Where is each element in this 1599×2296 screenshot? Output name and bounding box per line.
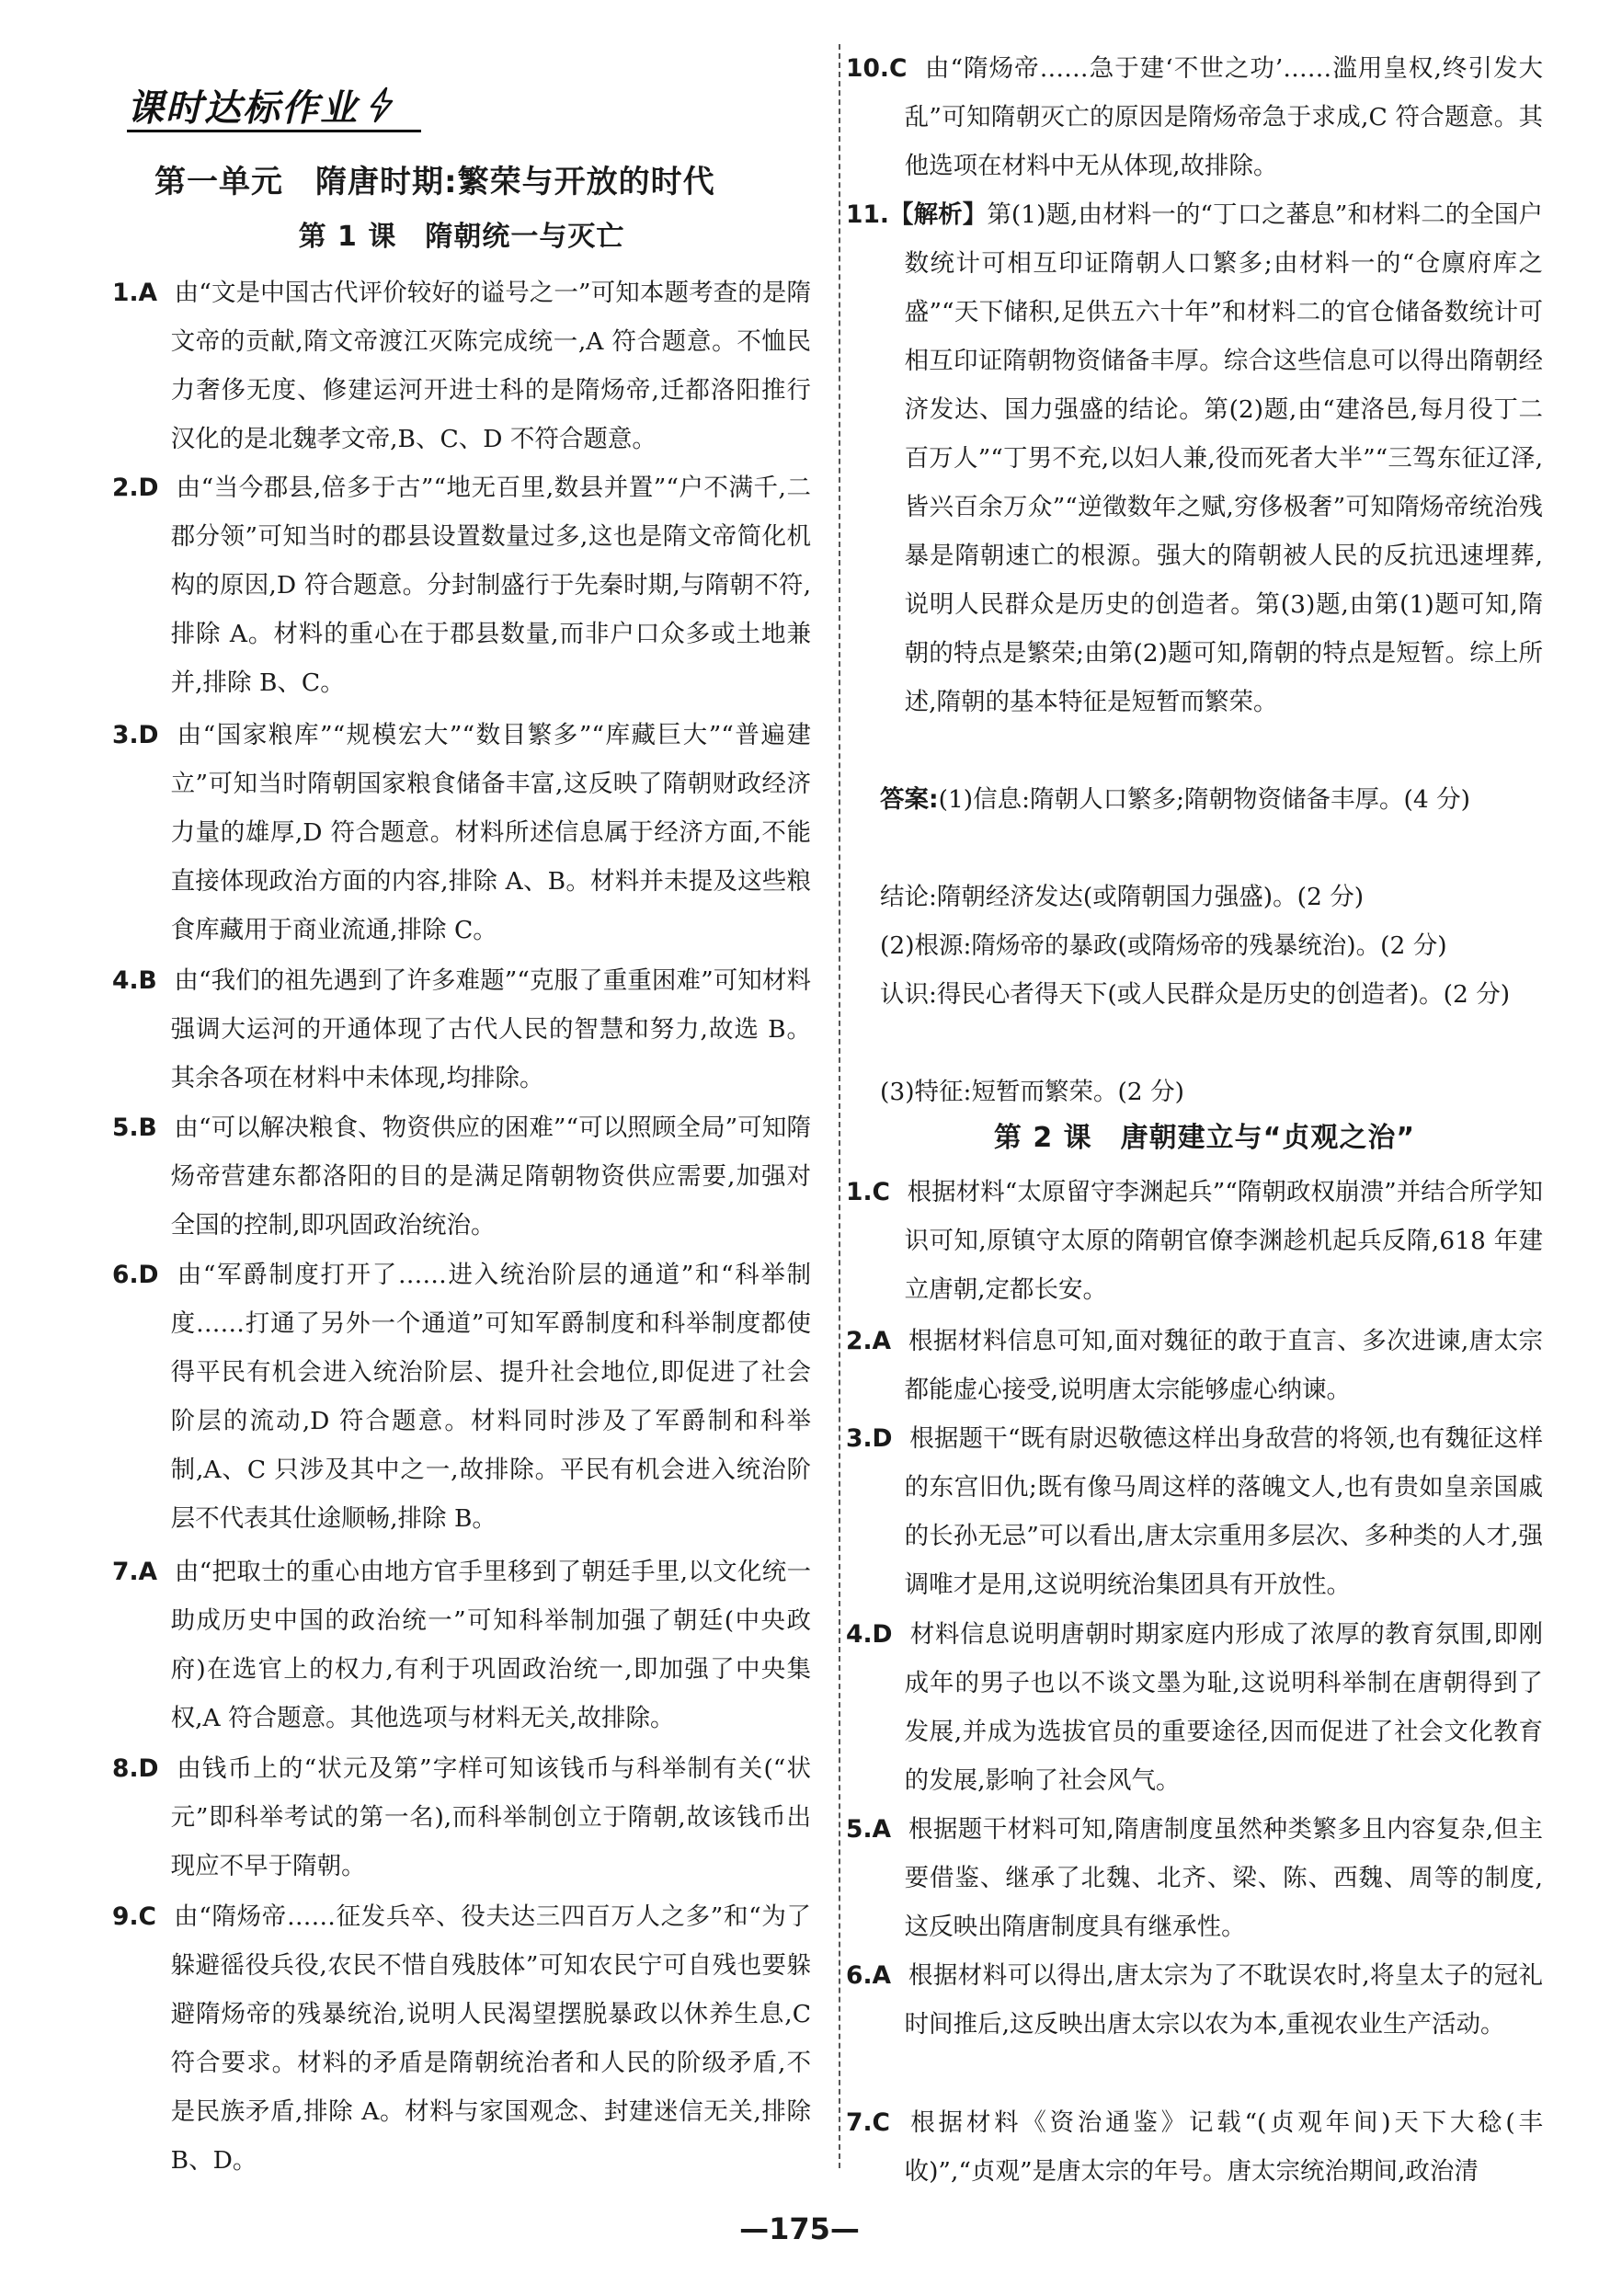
item-explanation: 根据题干材料可知,隋唐制度虽然种类繁多且内容复杂,但主要借鉴、继承了北魏、北齐、梁、陈、西魏、周等的制度,这反映出隋唐制度具有继承性。 bbox=[904, 1815, 1543, 1941]
item-answer: A bbox=[872, 1961, 892, 1990]
item-answer: C bbox=[138, 1902, 156, 1931]
item-answer: A bbox=[138, 1558, 158, 1586]
lesson-1-title: 第 1 课 隋朝统一与灭亡 bbox=[298, 221, 625, 253]
answer-11-line-2: 结论:隋朝经济发达(或隋朝国力强盛)。(2 分) bbox=[880, 883, 1365, 911]
item-answer: D bbox=[872, 1620, 893, 1649]
item-explanation: 由钱币上的“状元及第”字样可知该钱币与科举制有关(“状元”即科举考试的第一名),而科举制创立于隋朝,故该钱币出现应不早于隋朝。 bbox=[170, 1754, 811, 1880]
item-explanation: 由“当今郡县,倍多于古”“地无百里,数县并置”“户不满千,二郡分领”可知当时的郡县设置数量过多,这也是隋文帝简化机构的原因,D 符合题意。分封制盛行于先秦时期,与隋朝不符,排除 A。材料的重心在于郡县数量,而非户口众多或土地兼并,排除 B、C。 bbox=[170, 474, 811, 697]
item-number: 7. bbox=[112, 1558, 139, 1586]
answer-item-2-2 bbox=[846, 1317, 1543, 1414]
answer-item-2-5 bbox=[846, 1805, 1543, 1951]
item-answer: D bbox=[138, 1261, 159, 1289]
page-number: —175— bbox=[739, 2211, 860, 2246]
answer-11-line-1 bbox=[880, 775, 1542, 824]
item-answer: B bbox=[138, 1114, 157, 1142]
answer-item-1-6 bbox=[112, 1251, 811, 1543]
item-explanation: 材料信息说明唐朝时期家庭内形成了浓厚的教育氛围,即刚成年的男子也以不谈文墨为耻,这说明科举制在唐朝得到了发展,并成为选拔官员的重要途径,因而促进了社会文化教育的发展,影响了社会风气。 bbox=[904, 1620, 1543, 1795]
item-number: 5. bbox=[112, 1114, 139, 1142]
item-explanation: 由“文是中国古代评价较好的谥号之一”可知本题考查的是隋文帝的贡献,隋文帝渡江灭陈完成统一,A 符合题意。不恤民力奢侈无度、修建运河开进士科的是隋炀帝,迁都洛阳推行汉化的是北魏孝文帝,B、C、D 不符合题意。 bbox=[170, 279, 811, 453]
lesson-2-title: 第 2 课 唐朝建立与“贞观之治” bbox=[993, 1122, 1416, 1154]
item-explanation: 由“军爵制度打开了……进入统治阶层的通道”和“科举制度……打通了另外一个通道”可知军爵制度和科举制度都使得平民有机会进入统治阶层、提升社会地位,即促进了社会阶层的流动,D 符合题意。材料同时涉及了军爵制和科举制,A、C 只涉及其中之一,故排除。平民有机会进入统治阶层不代表其仕途顺畅,排除 B。 bbox=[170, 1261, 811, 1533]
answer-11-line-5: (3)特征:短暂而繁荣。(2 分) bbox=[880, 1078, 1184, 1106]
answer-item-1-10 bbox=[846, 44, 1543, 190]
item-answer: C bbox=[872, 1178, 890, 1206]
item-answer: A bbox=[138, 279, 158, 307]
item-explanation: 根据材料《资治通鉴》记载“(贞观年间)天下大稔(丰收)”,“贞观”是唐太宗的年号。唐太宗统治期间,政治清 bbox=[904, 2108, 1543, 2186]
brand-underline bbox=[127, 130, 421, 132]
item-answer: D bbox=[872, 1424, 893, 1453]
item-answer: A bbox=[872, 1327, 892, 1355]
answer-item-1-4 bbox=[112, 956, 811, 1102]
answer-item-2-6 bbox=[846, 1951, 1543, 2049]
answer-text: (1)信息:隋朝人口繁多;隋朝物资储备丰厚。(4 分) bbox=[938, 785, 1470, 814]
item-answer: D bbox=[138, 474, 159, 502]
answer-item-2-1 bbox=[846, 1168, 1543, 1314]
item-number: 6. bbox=[112, 1261, 139, 1289]
answer-item-1-5 bbox=[112, 1103, 811, 1250]
item-answer: A bbox=[872, 1815, 892, 1844]
item-number: 3. bbox=[846, 1424, 873, 1453]
analysis-tag: 【解析】 bbox=[888, 200, 988, 229]
item-explanation: 第(1)题,由材料一的“丁口之蕃息”和材料二的全国户数统计可相互印证隋朝人口繁多;由材料一的“仓廪府库之盛”“天下储积,足供五六十年”和材料二的官仓储备数统计可相互印证隋朝物资储备丰厚。综合这些信息可以得出隋朝经济发达、国力强盛的结论。第(2)题,由“建洛邑,每月役丁二百万人”“丁男不充,以妇人兼,役而死者大半”“三驾东征辽泽,皆兴百余万众”“逆徵数年之赋,穷侈极奢”可知隋炀帝统治残暴是隋朝速亡的根源。强大的隋朝被人民的反抗迅速埋葬,说明人民群众是历史的创造者。第(3)题,由第(1)题可知,隋朝的特点是繁荣;由第(2)题可知,隋朝的特点是短暂。综上所述,隋朝的基本特征是短暂而繁荣。 bbox=[904, 200, 1543, 716]
unit-title: 第一单元 隋唐时期:繁荣与开放的时代 bbox=[154, 164, 715, 200]
item-number: 3. bbox=[112, 721, 139, 749]
column-divider bbox=[839, 44, 840, 2168]
answer-item-1-11 bbox=[846, 190, 1543, 726]
answer-item-2-4 bbox=[846, 1610, 1543, 1805]
item-number: 5. bbox=[846, 1815, 873, 1844]
item-number: 11. bbox=[846, 200, 889, 229]
item-answer: C bbox=[872, 2108, 890, 2137]
item-explanation: 由“把取士的重心由地方官手里移到了朝廷手里,以文化统一助成历史中国的政治统一”可知科举制加强了朝廷(中央政府)在选官上的权力,有利于巩固政治统一,即加强了中央集权,A 符合题意。其他选项与材料无关,故排除。 bbox=[170, 1558, 811, 1732]
answer-item-2-3 bbox=[846, 1414, 1543, 1609]
brand-header bbox=[127, 81, 397, 129]
item-answer: D bbox=[138, 721, 159, 749]
item-number: 10. bbox=[846, 54, 889, 83]
item-answer: D bbox=[138, 1754, 159, 1783]
answer-item-1-1 bbox=[112, 268, 811, 463]
answer-item-1-8 bbox=[112, 1744, 811, 1890]
answer-11-line-4: 认识:得民心者得天下(或人民群众是历史的创造者)。(2 分) bbox=[880, 980, 1511, 1009]
item-explanation: 根据材料信息可知,面对魏征的敢于直言、多次进谏,唐太宗都能虚心接受,说明唐太宗能够虚心纳谏。 bbox=[904, 1327, 1543, 1404]
answer-item-1-3 bbox=[112, 711, 811, 954]
item-explanation: 由“我们的祖先遇到了许多难题”“克服了重重困难”可知材料强调大运河的开通体现了古代人民的智慧和努力,故选 B。其余各项在材料中未体现,均排除。 bbox=[170, 966, 811, 1092]
item-explanation: 由“隋炀帝……征发兵卒、役夫达三四百万人之多”和“为了躲避徭役兵役,农民不惜自残肢体”可知农民宁可自残也要躲避隋炀帝的残暴统治,说明人民渴望摆脱暴政以休养生息,C 符合要求。材料的矛盾是隋朝统治者和人民的阶级矛盾,不是民族矛盾,排除 A。材料与家国观念、封建迷信无关,排除 B、D。 bbox=[170, 1902, 811, 2175]
item-explanation: 由“隋炀帝……急于建‘不世之功’……滥用皇权,终引发大乱”可知隋朝灭亡的原因是隋炀帝急于求成,C 符合题意。其他选项在材料中无从体现,故排除。 bbox=[904, 54, 1543, 180]
item-number: 4. bbox=[112, 966, 139, 995]
item-answer: C bbox=[888, 54, 908, 83]
item-number: 8. bbox=[112, 1754, 139, 1783]
item-number: 1. bbox=[112, 279, 139, 307]
item-explanation: 根据材料“太原留守李渊起兵”“隋朝政权崩溃”并结合所学知识可知,原镇守太原的隋朝官僚李渊趁机起兵反隋,618 年建立唐朝,定都长安。 bbox=[904, 1178, 1543, 1304]
answer-item-2-7 bbox=[846, 2098, 1543, 2196]
item-number: 4. bbox=[846, 1620, 873, 1649]
item-explanation: 由“国家粮库”“规模宏大”“数目繁多”“库藏巨大”“普遍建立”可知当时隋朝国家粮食储备丰富,这反映了隋朝财政经济力量的雄厚,D 符合题意。材料所述信息属于经济方面,不能直接体现政治方面的内容,排除 A、B。材料并未提及这些粮食库藏用于商业流通,排除 C。 bbox=[170, 721, 811, 944]
answer-item-1-2 bbox=[112, 463, 811, 707]
answer-11-line-3: (2)根源:隋炀帝的暴政(或隋炀帝的残暴统治)。(2 分) bbox=[880, 931, 1447, 960]
item-number: 1. bbox=[846, 1178, 873, 1206]
item-explanation: 根据材料可以得出,唐太宗为了不耽误农时,将皇太子的冠礼时间推后,这反映出唐太宗以农为本,重视农业生产活动。 bbox=[904, 1961, 1543, 2039]
item-number: 6. bbox=[846, 1961, 873, 1990]
item-explanation: 根据题干“既有尉迟敬德这样出身敌营的将领,也有魏征这样的东宫旧仇;既有像马周这样的落魄文人,也有贵如皇亲国戚的长孙无忌”可以看出,唐太宗重用多层次、多种类的人才,强调唯才是用,这说明统治集团具有开放性。 bbox=[904, 1424, 1543, 1599]
item-answer: B bbox=[138, 966, 157, 995]
lightning-bolt-icon bbox=[366, 86, 397, 123]
item-number: 7. bbox=[846, 2108, 873, 2137]
answer-item-1-7 bbox=[112, 1548, 811, 1742]
answer-item-1-9 bbox=[112, 1892, 811, 2185]
item-explanation: 由“可以解决粮食、物资供应的困难”“可以照顾全局”可知隋炀帝营建东都洛阳的目的是满足隋朝物资供应需要,加强对全国的控制,即巩固政治统治。 bbox=[170, 1114, 811, 1239]
item-number: 2. bbox=[112, 474, 139, 502]
item-number: 9. bbox=[112, 1902, 139, 1931]
answer-label: 答案: bbox=[880, 785, 939, 814]
brand-title: 课时达标作业 bbox=[127, 86, 359, 130]
item-number: 2. bbox=[846, 1327, 873, 1355]
